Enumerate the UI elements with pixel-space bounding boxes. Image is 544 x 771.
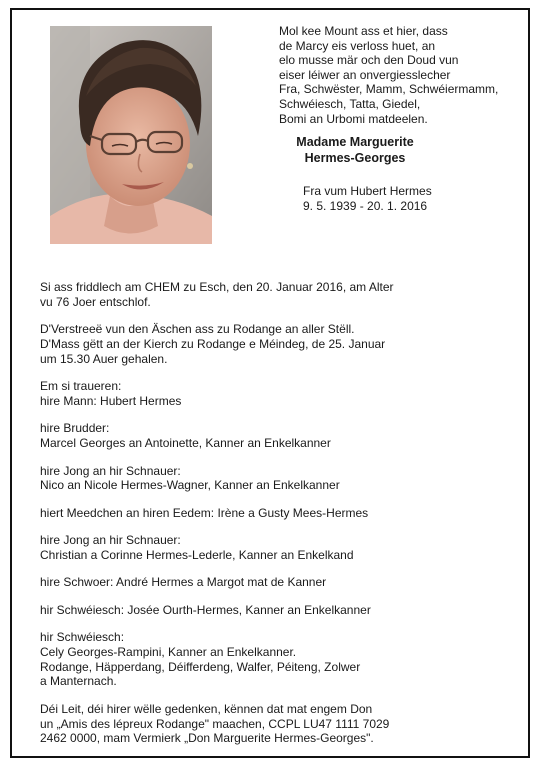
text-line: un „Amis des lépreux Rodange" maachen, CCPL LU47 1111 7029 [40, 716, 390, 731]
poem-line: Fra, Schwëster, Mamm, Schwéiermamm, [279, 82, 499, 97]
deceased-name-line1: Madame Marguerite [296, 135, 414, 149]
portrait-illustration [50, 26, 212, 244]
text-line: hire Jong an hir Schnauer: [40, 533, 181, 548]
paragraph-daughter [40, 506, 520, 521]
deceased-name [280, 134, 430, 166]
text-line: hire Mann: Hubert Hermes [40, 393, 182, 408]
life-dates: 9. 5. 1939 - 20. 1. 2016 [303, 199, 428, 213]
text-line: vu 76 Joer entschlof. [40, 294, 151, 309]
spouse-line: Fra vum Hubert Hermes [303, 184, 432, 198]
text-line: hire Schwoer: André Hermes a Margot mat de Kanner [40, 575, 327, 590]
paragraph-ceremony [40, 322, 520, 366]
text-line: a Manternach. [40, 674, 117, 689]
text-line: 2462 0000, mam Vermierk „Don Marguerite Hermes-Georges". [40, 731, 374, 746]
text-line: Si ass friddlech am CHEM zu Esch, den 20. Januar 2016, am Alter [40, 280, 394, 294]
paragraph-sister-in-law-2 [40, 630, 520, 689]
text-line: Marcel Georges an Antoinette, Kanner an Enkelkanner [40, 436, 331, 451]
paragraph-donation [40, 702, 520, 746]
poem-line: Schwéiesch, Tatta, Giedel, [279, 96, 421, 111]
text-line: D'Verstreeë vun den Äschen ass zu Rodange an aller Stëll. [40, 322, 355, 337]
notice-body [40, 280, 520, 759]
paragraph-brother-in-law [40, 575, 520, 590]
text-line: Nico an Nicole Hermes-Wagner, Kanner an Enkelkanner [40, 478, 340, 493]
memorial-poem [279, 24, 524, 126]
poem-line: Bomi an Urbomi matdeelen. [279, 111, 428, 126]
deceased-details [303, 184, 432, 214]
death-notice-card [10, 8, 530, 758]
text-line: Déi Leit, déi hirer wëlle gedenken, kënnen dat mat engem Don [40, 701, 373, 716]
text-line: Christian a Corinne Hermes-Lederle, Kanner an Enkelkand [40, 547, 354, 562]
portrait-photo [50, 26, 212, 244]
deceased-name-line2: Hermes-Georges [304, 151, 406, 165]
poem-line: de Marcy eis verloss huet, an [279, 38, 436, 53]
text-line: Rodange, Häpperdang, Déifferdeng, Walfer, Péiteng, Zolwer [40, 659, 361, 674]
paragraph-sister-in-law-1 [40, 603, 520, 618]
text-line: hiert Meedchen an hiren Eedem: Irène a Gusty Mees-Hermes [40, 505, 369, 520]
text-line: um 15.30 Auer gehalen. [40, 351, 168, 366]
paragraph-brother [40, 421, 520, 451]
paragraph-son-2 [40, 533, 520, 563]
poem-line: Mol kee Mount ass et hier, dass [279, 24, 448, 38]
paragraph-mourners-husband [40, 379, 520, 409]
poem-line: eiser léiwer an onvergiesslecher [279, 67, 451, 82]
text-line: D'Mass gëtt an der Kierch zu Rodange e Méindeg, de 25. Januar [40, 336, 386, 351]
text-line: Em si traueren: [40, 379, 122, 394]
text-line: hire Brudder: [40, 421, 110, 436]
text-line: hir Schwéiesch: Josée Ourth-Hermes, Kanner an Enkelkanner [40, 602, 371, 617]
text-line: hir Schwéiesch: [40, 630, 125, 645]
text-line: Cely Georges-Rampini, Kanner an Enkelkanner. [40, 644, 297, 659]
paragraph-son-1 [40, 464, 520, 494]
poem-line: elo musse mär och den Doud vun [279, 53, 459, 68]
paragraph-passing [40, 280, 520, 310]
text-line: hire Jong an hir Schnauer: [40, 463, 181, 478]
